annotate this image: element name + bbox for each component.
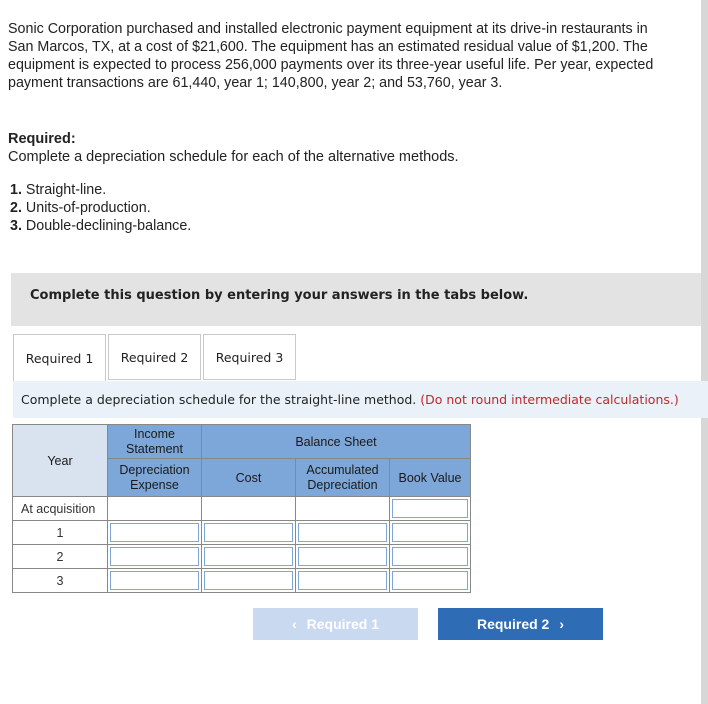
- balance-sheet-header: Balance Sheet: [202, 425, 471, 459]
- method-item: [10, 199, 191, 217]
- accumulated-depreciation-cell: [296, 569, 390, 593]
- next-required-button[interactable]: [438, 608, 603, 640]
- table-row: [13, 569, 471, 593]
- tab-required-1[interactable]: Required 1: [13, 334, 106, 382]
- depreciation-expense-cell: [108, 497, 202, 521]
- method-number: 3.: [10, 218, 22, 234]
- rounding-hint: (Do not round intermediate calculations.): [420, 392, 679, 407]
- chevron-left-icon: ‹: [291, 616, 297, 632]
- accumulated-depreciation-input[interactable]: [298, 547, 387, 566]
- cost-cell: [202, 521, 296, 545]
- book-value-cell: [390, 569, 471, 593]
- book-value-cell: [390, 521, 471, 545]
- book-value-input[interactable]: [392, 499, 468, 518]
- method-label: Double-declining-balance.: [25, 218, 192, 234]
- previous-required-label: Required 1: [306, 616, 380, 632]
- cost-input[interactable]: [204, 571, 293, 590]
- accumulated-depreciation-cell: [296, 521, 390, 545]
- method-number: 2.: [10, 200, 22, 216]
- required-title: Required:: [8, 131, 76, 147]
- method-item: [10, 181, 191, 199]
- method-label: Straight-line.: [25, 182, 107, 198]
- table-row: [13, 521, 471, 545]
- required-text: Complete a depreciation schedule for each of the alternative methods.: [8, 149, 459, 165]
- cost-cell: [202, 497, 296, 521]
- depreciation-expense-header: Depreciation Expense: [108, 459, 202, 497]
- problem-statement: Sonic Corporation purchased and installed electronic payment equipment at its drive-in restaurants in San Marcos, TX, at a cost of $21,600. The equipment has an estimated residual value of $1,200. The equipment is expected to process 256,000 payments over its three-year useful life. Per year, expected payment transactions are 61,440, year 1; 140,800, year 2; and 53,760, year 3.: [8, 21, 654, 91]
- year-header: Year: [13, 425, 108, 497]
- year-cell: 2: [13, 545, 108, 569]
- tab-panel-instruction: [13, 381, 708, 418]
- method-number: 1.: [10, 182, 22, 198]
- book-value-input[interactable]: [392, 571, 468, 590]
- year-cell: At acquisition: [13, 497, 108, 521]
- book-value-cell: [390, 545, 471, 569]
- instruction-banner: [11, 273, 701, 326]
- depreciation-expense-input[interactable]: [110, 547, 199, 566]
- depreciation-expense-cell: [108, 521, 202, 545]
- year-cell: 3: [13, 569, 108, 593]
- tab-required-3[interactable]: Required 3: [203, 334, 296, 380]
- methods-list: [10, 181, 191, 235]
- depreciation-schedule-table: [12, 424, 471, 593]
- year-cell: 1: [13, 521, 108, 545]
- book-value-cell: [390, 497, 471, 521]
- page-scrollbar[interactable]: [701, 0, 708, 704]
- depreciation-expense-cell: [108, 545, 202, 569]
- instruction-banner-text: Complete this question by entering your answers in the tabs below.: [30, 288, 529, 303]
- cost-cell: [202, 569, 296, 593]
- depreciation-expense-cell: [108, 569, 202, 593]
- depreciation-expense-input[interactable]: [110, 571, 199, 590]
- panel-instruction: [21, 392, 679, 407]
- method-label: Units-of-production.: [25, 200, 151, 216]
- previous-required-button[interactable]: [253, 608, 418, 640]
- accumulated-depreciation-cell: [296, 497, 390, 521]
- method-item: [10, 217, 191, 235]
- chevron-right-icon: ›: [559, 616, 565, 632]
- accumulated-depreciation-header: Accumulated Depreciation: [296, 459, 390, 497]
- book-value-input[interactable]: [392, 547, 468, 566]
- book-value-input[interactable]: [392, 523, 468, 542]
- cost-cell: [202, 545, 296, 569]
- book-value-header: Book Value: [390, 459, 471, 497]
- accumulated-depreciation-input[interactable]: [298, 523, 387, 542]
- depreciation-expense-input[interactable]: [110, 523, 199, 542]
- next-required-label: Required 2: [476, 616, 550, 632]
- table-row: [13, 545, 471, 569]
- income-statement-header: Income Statement: [108, 425, 202, 459]
- cost-header: Cost: [202, 459, 296, 497]
- accumulated-depreciation-input[interactable]: [298, 571, 387, 590]
- tab-required-2[interactable]: Required 2: [108, 334, 201, 380]
- panel-instruction-text: Complete a depreciation schedule for the straight-line method.: [21, 392, 417, 407]
- cost-input[interactable]: [204, 523, 293, 542]
- table-row: [13, 497, 471, 521]
- required-section: [8, 130, 459, 166]
- accumulated-depreciation-cell: [296, 545, 390, 569]
- cost-input[interactable]: [204, 547, 293, 566]
